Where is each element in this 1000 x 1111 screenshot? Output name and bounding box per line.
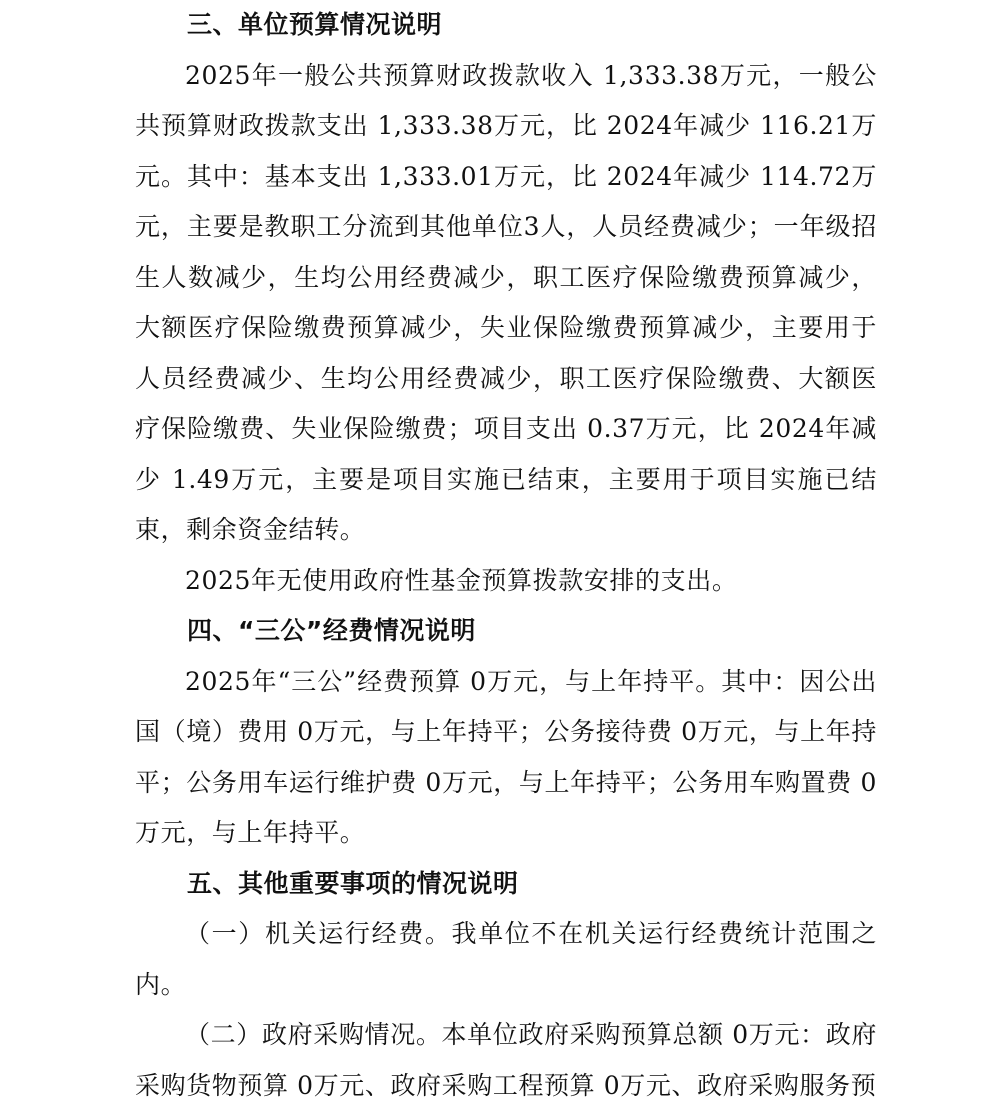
section-5-paragraph-2: （二）政府采购情况。本单位政府采购预算总额 0万元：政府采购货物预算 0万元、政府采购工程预算 0万元、政府采购服务预 (135, 1020, 877, 1100)
section-3-paragraph-2: 2025年无使用政府性基金预算拨款安排的支出。 (185, 565, 738, 595)
section-4-heading: 四、“三公”经费情况说明 (187, 616, 476, 645)
section-5-paragraph-1: （一）机关运行经费。我单位不在机关运行经费统计范围之内。 (135, 919, 877, 999)
section-3-heading: 三、单位预算情况说明 (187, 10, 443, 39)
section-4-paragraph-1: 2025年“三公”经费预算 0万元，与上年持平。其中：因公出国（境）费用 0万元，与上年持平；公务接待费 0万元，与上年持平；公务用车运行维护费 0万元，与上年持平；公务用车购置费 0万元，与上年持平。 (135, 666, 877, 847)
section-3-paragraph-1: 2025年一般公共预算财政拨款收入 1,333.38万元，一般公共预算财政拨款支出 1,333.38万元，比 2024年减少 116.21万元。其中：基本支出 1,333.01万元，比 2024年减少 114.72万元，主要是教职工分流到其他单位3人，人员经费减少；一年级招生人数减少，生均公用经费减少，职工医疗保险缴费预算减少，大额医疗保险缴费预算减少，失业保险缴费预算减少，主要用于人员经费减少、生均公用经费减少，职工医疗保险缴费、大额医疗保险缴费、失业保险缴费；项目支出 0.37万元，比 2024年减少 1.49万元，主要是项目实施已结束，主要用于项目实施已结束，剩余资金结转。 (135, 60, 877, 544)
section-5-heading: 五、其他重要事项的情况说明 (187, 868, 519, 898)
document-page (135, 0, 877, 1111)
